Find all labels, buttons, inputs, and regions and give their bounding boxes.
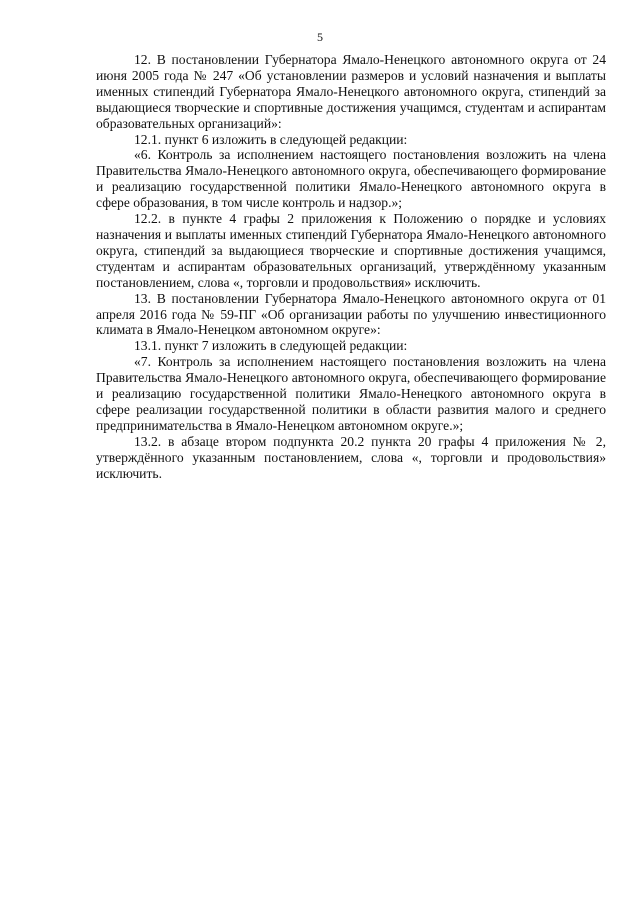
paragraph-13-1-text: «7. Контроль за исполнением настоящего постановления возложить на члена Правительства Ямало-Ненецкого автономного округа, обеспечивающего формирование и реализацию государственной политики Ямало-Ненецкого автономного округа в сфере реализации государственной политики в области развития малого и среднего предпринимательства в Ямало-Ненецком автономном округе.»; bbox=[96, 354, 606, 433]
paragraph-12-2: 12.2. в пункте 4 графы 2 приложения к Положению о порядке и условиях назначения и выплаты именных стипендий Губернатора Ямало-Ненецкого автономного округа, стипендий за выдающиеся творческие и спортивные достижения учащимся, студентам и аспирантам образовательных организаций, утверждённому указанным постановлением, слова «, торговли и продовольствия» исключить. bbox=[96, 211, 606, 290]
paragraph-12-1: 12.1. пункт 6 изложить в следующей редакции: bbox=[134, 131, 408, 147]
paragraph-13-1: 13.1. пункт 7 изложить в следующей редакции: bbox=[134, 338, 408, 354]
paragraph-12-1-text: «6. Контроль за исполнением настоящего постановления возложить на члена Правительства Ямало-Ненецкого автономного округа, обеспечивающего формирование и реализацию государственной политики Ямало-Ненецкого автономного округа в сфере образования, в том числе контроль и надзор.»; bbox=[96, 147, 606, 211]
page-number: 5 bbox=[317, 30, 323, 44]
document-body bbox=[96, 52, 606, 481]
paragraph-13-2: 13.2. в абзаце втором подпункта 20.2 пункта 20 графы 4 приложения № 2, утверждённого указанным постановлением, слова «, торговли и продовольствия» исключить. bbox=[96, 433, 606, 481]
paragraph-12: 12. В постановлении Губернатора Ямало-Ненецкого автономного округа от 24 июня 2005 года № 247 «Об установлении размеров и условий назначения и выплаты именных стипендий Губернатора Ямало-Ненецкого автономного округа, стипендий за выдающиеся творческие и спортивные достижения учащимся, студентам и аспирантам образовательных организаций»: bbox=[96, 52, 606, 131]
paragraph-13: 13. В постановлении Губернатора Ямало-Ненецкого автономного округа от 01 апреля 2016 года № 59-ПГ «Об организации работы по улучшению инвестиционного климата в Ямало-Ненецком автономном округе»: bbox=[96, 290, 606, 338]
